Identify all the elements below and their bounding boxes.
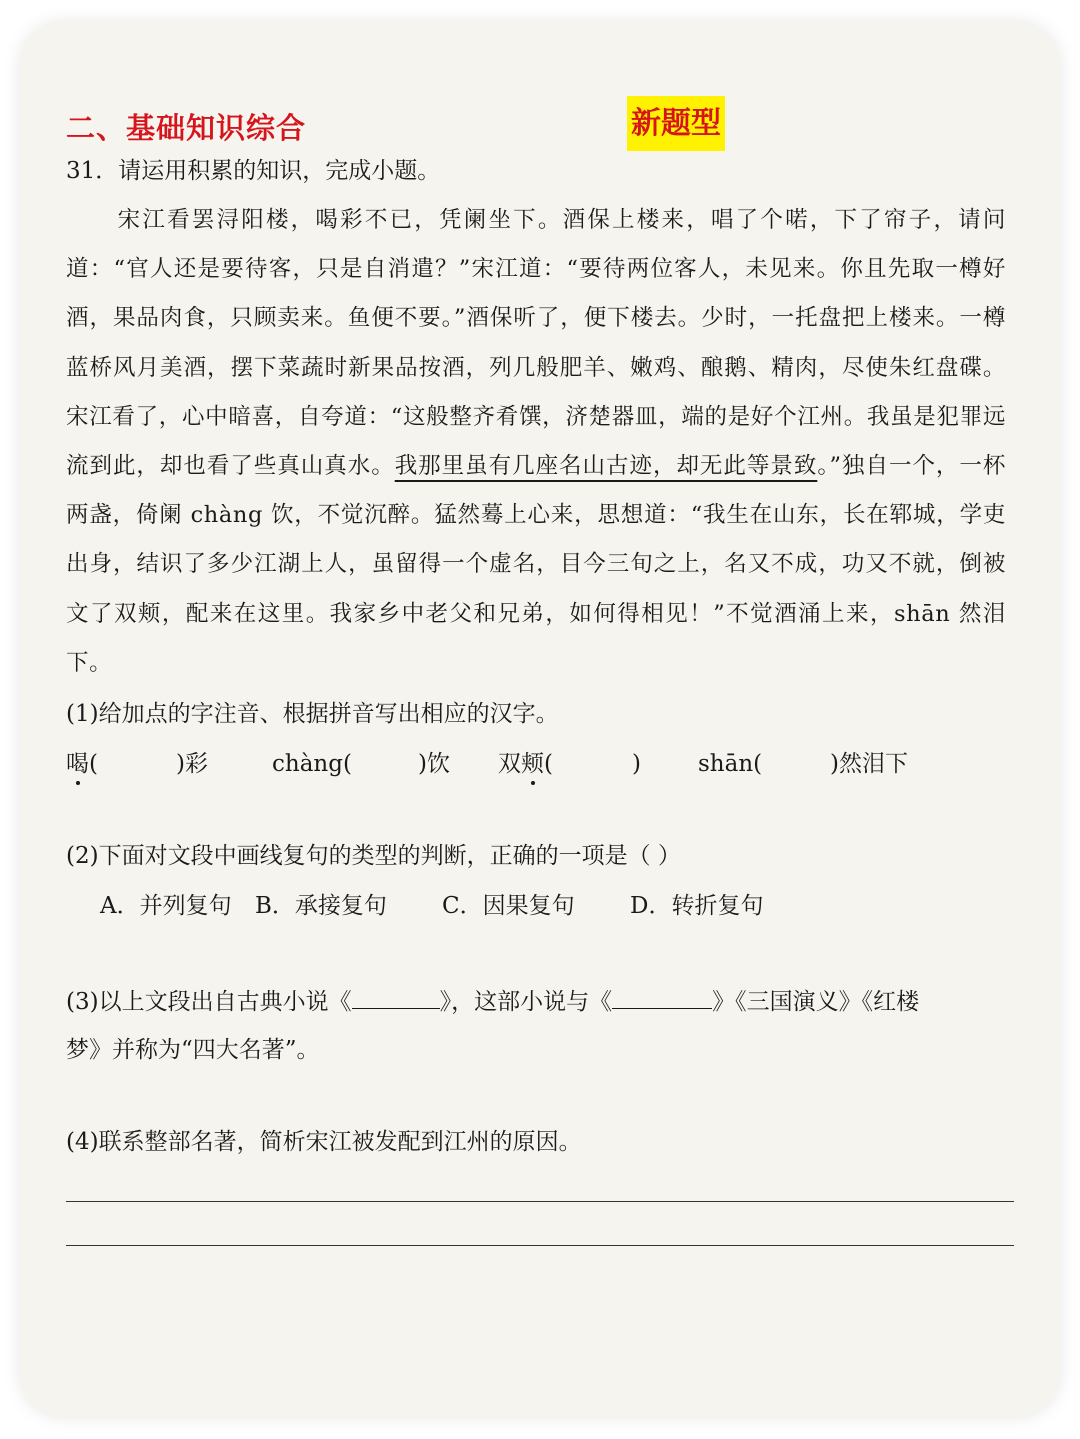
blank-novel-title[interactable] bbox=[352, 984, 440, 1009]
blank-other-novel[interactable] bbox=[612, 984, 712, 1009]
sub1-item-1-close: )彩 bbox=[176, 751, 208, 777]
sub1-item-2-open: chàng( bbox=[272, 751, 352, 777]
passage-text-1: 宋江看罢浔阳楼，喝彩不已，凭阑坐下。酒保上楼来，唱了个喏，下了帘子，请问道：“官人还是要待客，只是自消遣？”宋江道：“要待两位客人，未见来。你且先取一樽好酒，果品肉食，只顾卖来。鱼便不要。”酒保听了，便下楼去。少时，一托盘把上楼来。一樽蓝桥风月美酒，摆下菜蔬时新果品按酒，列几般肥羊、嫩鸡、酿鹅、精肉，尽使朱红盘碟。宋江看了，心中暗喜，自夸道：“这般整齐肴馔，济楚器皿，端的是好个江州。我虽是犯罪远流到此，却也看了些真山真水。 bbox=[66, 207, 1006, 480]
dotted-char-2: 颊 bbox=[521, 751, 544, 777]
sub-question-3-line-2: 梦》并称为“四大名著”。 bbox=[66, 1037, 320, 1063]
option-d: D．转折复句 bbox=[630, 893, 764, 919]
option-b: B．承接复句 bbox=[255, 893, 387, 919]
answer-line-1[interactable] bbox=[66, 1201, 1014, 1202]
section-title: 二、基础知识综合 bbox=[66, 111, 307, 145]
sub-question-1-prompt: (1)给加点的字注音、根据拼音写出相应的汉字。 bbox=[66, 701, 559, 727]
sub1-item-4-close: )然泪下 bbox=[830, 751, 908, 777]
sub-question-4-prompt: (4)联系整部名著，简析宋江被发配到江州的原因。 bbox=[66, 1129, 582, 1155]
passage-text-2: 。”独自一个，一杯两盏，倚阑 chàng 饮，不觉沉醉。猛然蓦上心来，思想道：“我生在山东，长在郓城，学吏出身，结识了多少江湖上人，虽留得一个虚名，目今三旬之上，名又不成，功又不就，倒被文了双颊，配来在这里。我家乡中老父和兄弟，如何得相见！”不觉酒涌上来，shān 然泪下。 bbox=[66, 453, 1006, 676]
option-a: A．并列复句 bbox=[100, 893, 232, 919]
sub1-item-4-open: shān( bbox=[698, 751, 763, 777]
reading-passage bbox=[66, 196, 1006, 688]
question-title: 31．请运用积累的知识，完成小题。 bbox=[66, 158, 441, 184]
underlined-sentence: 我那里虽有几座名山古迹，却无此等景致 bbox=[394, 453, 818, 480]
answer-line-2[interactable] bbox=[66, 1245, 1014, 1246]
new-question-type-badge: 新题型 bbox=[627, 96, 725, 151]
sub-question-3-line-1: (3)以上文段出自古典小说《 》，这部小说与《 》《三国演义》《红楼 bbox=[66, 984, 919, 1018]
sub1-item-3-close: ) bbox=[632, 751, 641, 777]
sub1-item-1: 喝( bbox=[66, 751, 98, 777]
option-c: C．因果复句 bbox=[442, 893, 575, 919]
sub1-item-2-close: )饮 bbox=[418, 751, 450, 777]
dotted-char-1: 喝 bbox=[66, 751, 89, 777]
sub-question-2-prompt: (2)下面对文段中画线复句的类型的判断，正确的一项是（ ） bbox=[66, 843, 681, 869]
sub1-item-3: 双颊( bbox=[498, 751, 553, 777]
